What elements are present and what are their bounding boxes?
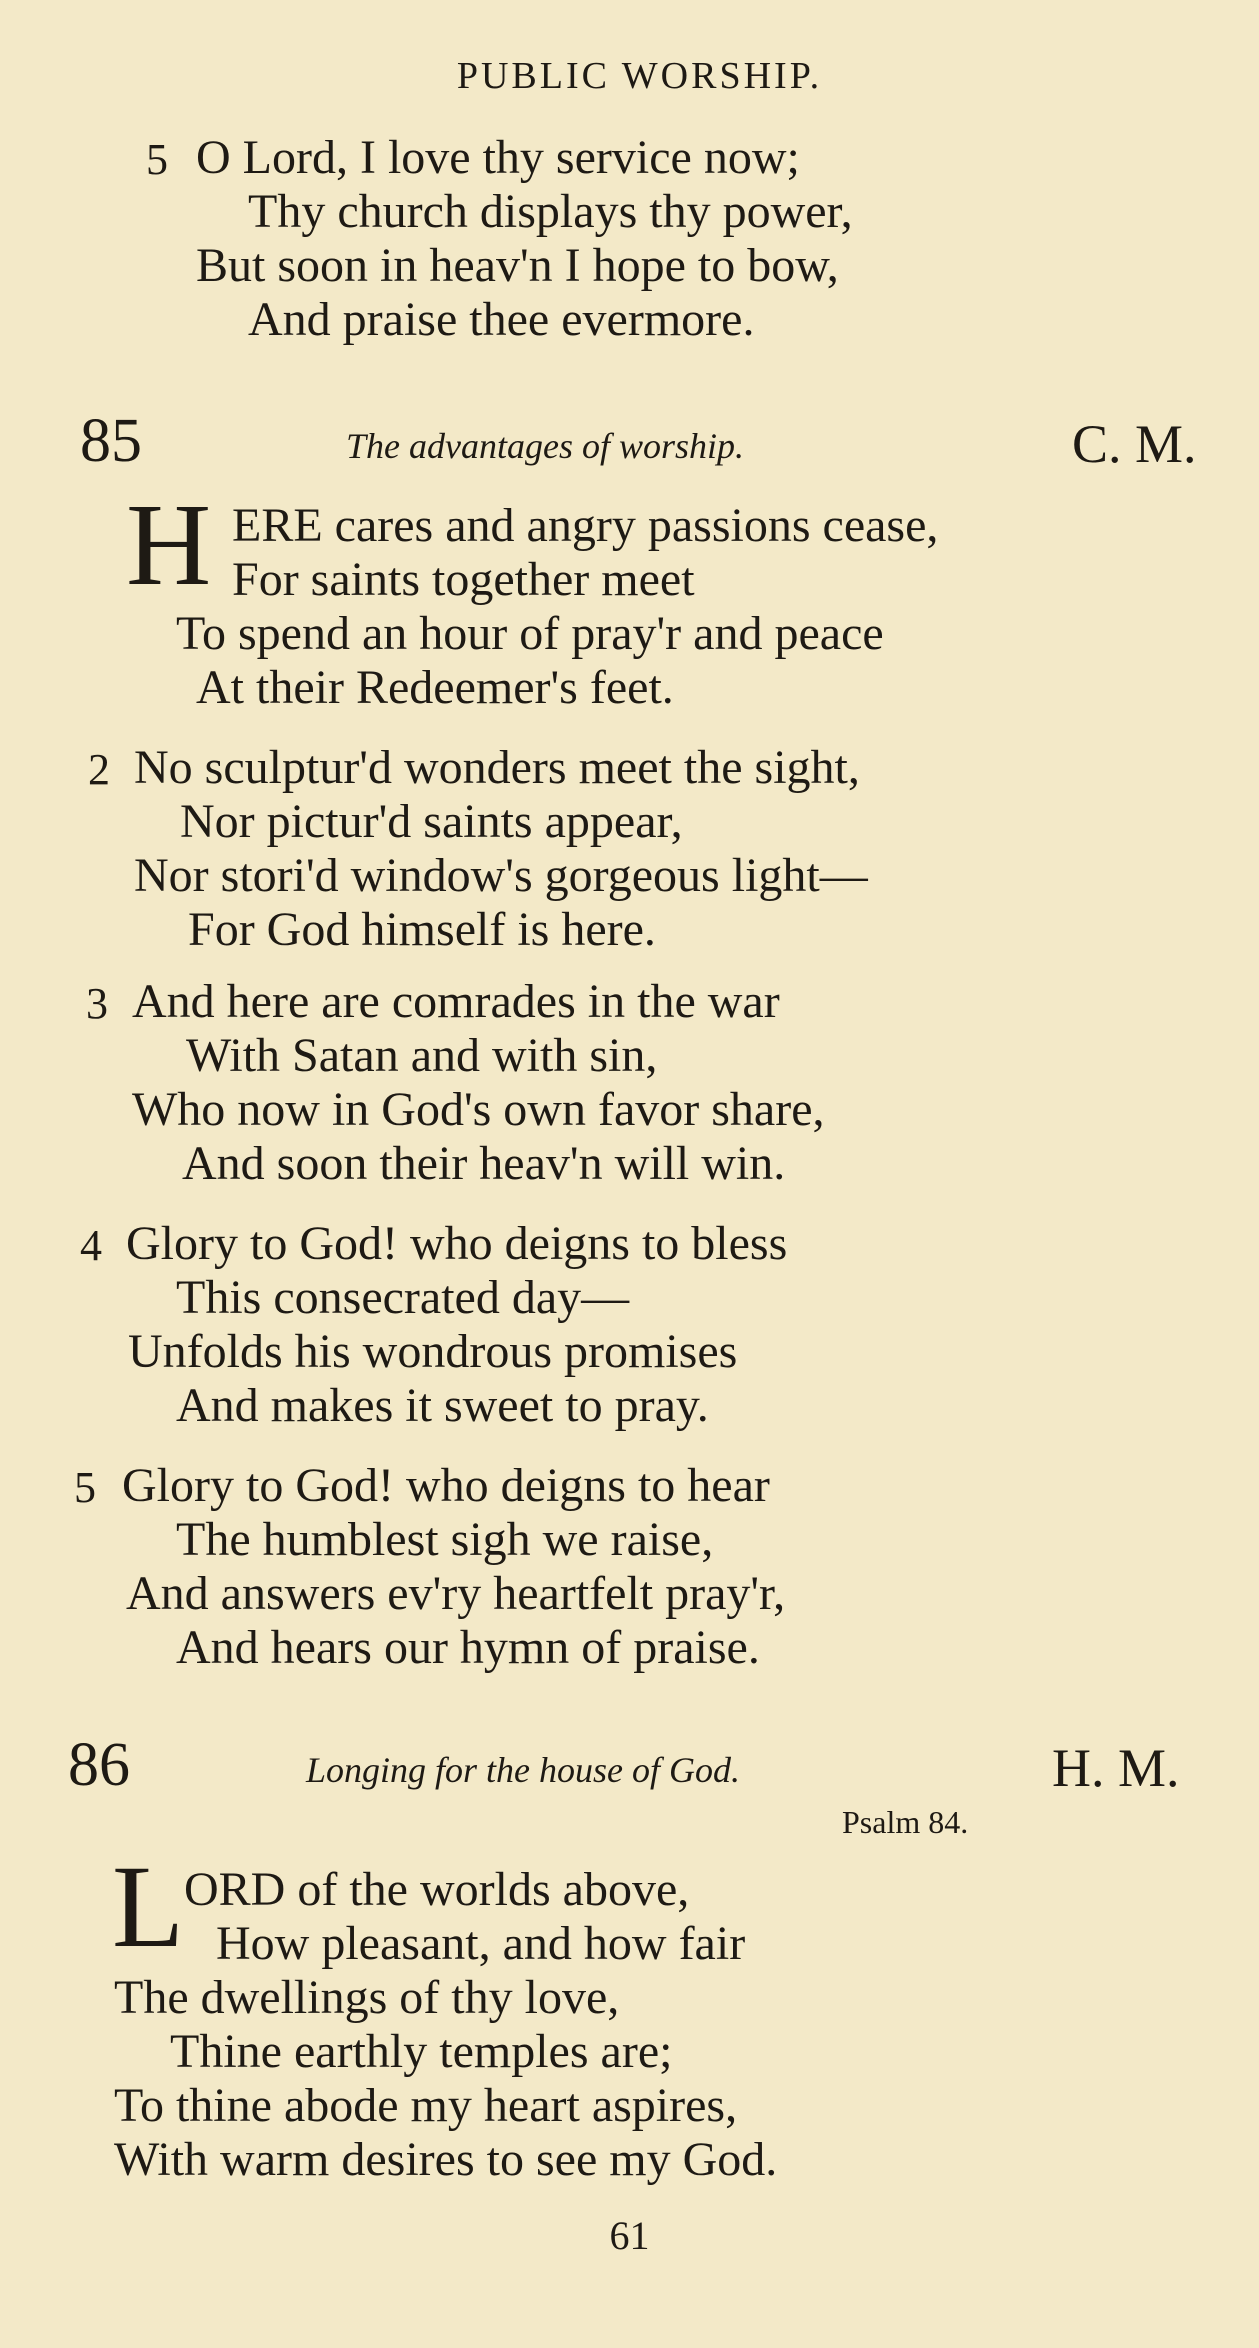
verse-line: O Lord, I love thy service now; — [196, 131, 800, 184]
verse-line: For God himself is here. — [188, 903, 656, 956]
verse-line: With warm desires to see my God. — [114, 2133, 778, 2186]
drop-cap: H — [126, 479, 212, 610]
verse-line: And praise thee evermore. — [248, 293, 755, 346]
verse-line: How pleasant, and how fair — [216, 1917, 746, 1970]
hymn-meter: C. M. — [1072, 414, 1197, 474]
verse-line: To spend an hour of pray'r and peace — [176, 607, 884, 660]
stanza-number: 5 — [146, 135, 168, 184]
hymn-number: 85 — [80, 407, 142, 475]
verse-line: Glory to God! who deigns to hear — [122, 1459, 770, 1512]
verse-line: Thy church displays thy power, — [248, 185, 853, 238]
psalm-reference: Psalm 84. — [842, 1804, 969, 1840]
verse-line: Unfolds his wondrous promises — [128, 1325, 738, 1378]
hymn-title: Longing for the house of God. — [306, 1750, 741, 1790]
verse-line: To thine abode my heart aspires, — [114, 2079, 738, 2132]
verse-line: Glory to God! who deigns to bless — [126, 1217, 788, 1270]
stanza-number: 5 — [74, 1463, 96, 1512]
verse-line: The dwellings of thy love, — [114, 1971, 620, 2024]
hymn-title: The advantages of worship. — [346, 426, 745, 466]
drop-cap: L — [112, 1841, 185, 1972]
verse-line: The humblest sigh we raise, — [176, 1513, 714, 1566]
verse-line: And here are comrades in the war — [132, 975, 780, 1028]
verse-line: Nor pictur'd saints appear, — [180, 795, 683, 848]
verse-line: No sculptur'd wonders meet the sight, — [134, 741, 860, 794]
verse-line: Nor stori'd window's gorgeous light— — [134, 849, 868, 902]
verse-line: At their Redeemer's feet. — [196, 661, 674, 714]
verse-line: ORD of the worlds above, — [184, 1863, 690, 1916]
verse-line: Thine earthly temples are; — [170, 2025, 673, 2078]
verse-line: This consecrated day— — [176, 1271, 630, 1324]
hymn-number: 86 — [68, 1731, 130, 1799]
stanza-number: 3 — [86, 979, 108, 1028]
verse-line: For saints together meet — [232, 553, 695, 606]
verse-line: And makes it sweet to pray. — [176, 1379, 709, 1432]
verse-line: ERE cares and angry passions cease, — [232, 499, 939, 552]
verse-line: And hears our hymn of praise. — [176, 1621, 760, 1674]
verse-line: Who now in God's own favor share, — [132, 1083, 825, 1136]
stanza-number: 4 — [80, 1221, 102, 1270]
verse-line: But soon in heav'n I hope to bow, — [196, 239, 839, 292]
verse-line: With Satan and with sin, — [186, 1029, 658, 1082]
stanza-number: 2 — [88, 745, 110, 794]
page-number: 61 — [609, 2213, 650, 2258]
hymn-meter: H. M. — [1052, 1738, 1180, 1798]
verse-line: And soon their heav'n will win. — [182, 1137, 786, 1190]
verse-line: And answers ev'ry heartfelt pray'r, — [126, 1567, 786, 1620]
running-head: PUBLIC WORSHIP. — [456, 55, 823, 97]
